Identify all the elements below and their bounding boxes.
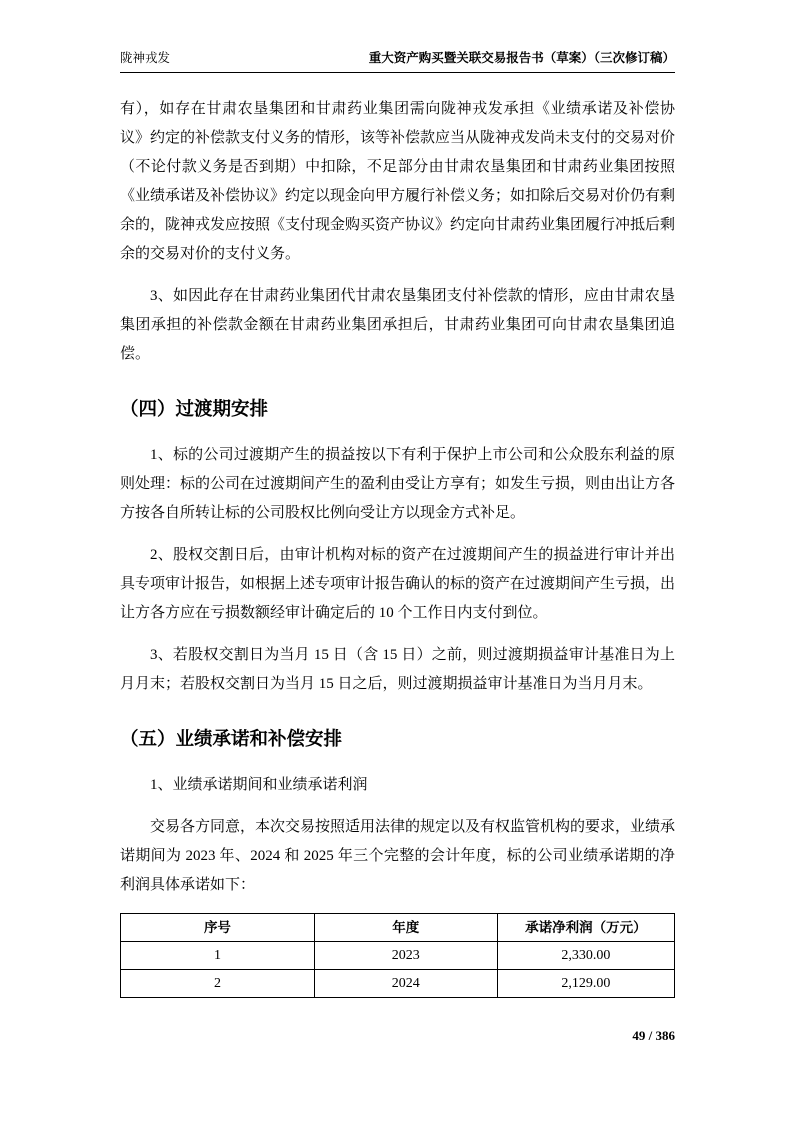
table-cell-profit: 2,330.00 (497, 942, 674, 970)
paragraph-4-2: 2、股权交割日后，由审计机构对标的资产在过渡期间产生的损益进行审计并出具专项审计报告，如根据上述专项审计报告确认的标的资产在过渡期间产生亏损，出让方各方应在亏损数额经审计确定后的 10 个工作日内支付到位。 (120, 547, 676, 621)
header-divider (120, 72, 675, 73)
paragraph-4-3: 3、若股权交割日为当月 15 日（含 15 日）之前，则过渡期损益审计基准日为上月月末；若股权交割日为当月 15 日之后，则过渡期损益审计基准日为当月月末。 (120, 647, 675, 692)
table-header-profit: 承诺净利润（万元） (497, 914, 674, 942)
page-header (120, 50, 675, 66)
section-heading-transition-period: （四）过渡期安排 (120, 398, 269, 419)
table-header-seq: 序号 (121, 914, 315, 942)
header-company-name: 陇神戎发 (120, 51, 171, 65)
page-number: 49 / 386 (632, 1028, 675, 1043)
table-row (121, 942, 675, 970)
paragraph-4-1: 1、标的公司过渡期产生的损益按以下有利于保护上市公司和公众股东利益的原则处理：标的公司在过渡期间产生的盈利由受让方享有；如发生亏损，则由出让方各方按各自所转让标的公司股权比例向受让方以现金方式补足。 (120, 447, 676, 521)
table-row (121, 970, 675, 998)
table-cell-year: 2023 (314, 942, 497, 970)
table-cell-seq: 2 (121, 970, 315, 998)
paragraph-5-intro: 交易各方同意，本次交易按照适用法律的规定以及有权监管机构的要求，业绩承诺期间为 2023 年、2024 和 2025 年三个完整的会计年度，标的公司业绩承诺期的净利润具体承诺如下： (120, 819, 676, 893)
subheading-5-1: 1、业绩承诺期间和业绩承诺利润 (150, 777, 368, 793)
section-heading-performance-commitment: （五）业绩承诺和补偿安排 (120, 728, 343, 749)
table-header-row (121, 914, 675, 942)
header-document-title: 重大资产购买暨关联交易报告书（草案）（三次修订稿） (368, 51, 675, 65)
table-cell-seq: 1 (121, 942, 315, 970)
paragraph-item-3: 3、如因此存在甘肃药业集团代甘肃农垦集团支付补偿款的情形，应由甘肃农垦集团承担的补偿款金额在甘肃药业集团承担后，甘肃药业集团可向甘肃农垦集团追偿。 (120, 288, 675, 362)
document-content (120, 95, 675, 998)
paragraph-continuation: 有），如存在甘肃农垦集团和甘肃药业集团需向陇神戎发承担《业绩承诺及补偿协议》约定的补偿款支付义务的情形，该等补偿款应当从陇神戎发尚未支付的交易对价（不论付款义务是否到期）中扣除，不足部分由甘肃农垦集团和甘肃药业集团按照《业绩承诺及补偿协议》约定以现金向甲方履行补偿义务；如扣除后交易对价仍有剩余的，陇神戎发应按照《支付现金购买资产协议》约定向甘肃药业集团履行冲抵后剩余的交易对价的支付义务。 (120, 101, 676, 262)
profit-commitment-table (120, 913, 675, 998)
table-header-year: 年度 (314, 914, 497, 942)
table-cell-profit: 2,129.00 (497, 970, 674, 998)
table-cell-year: 2024 (314, 970, 497, 998)
